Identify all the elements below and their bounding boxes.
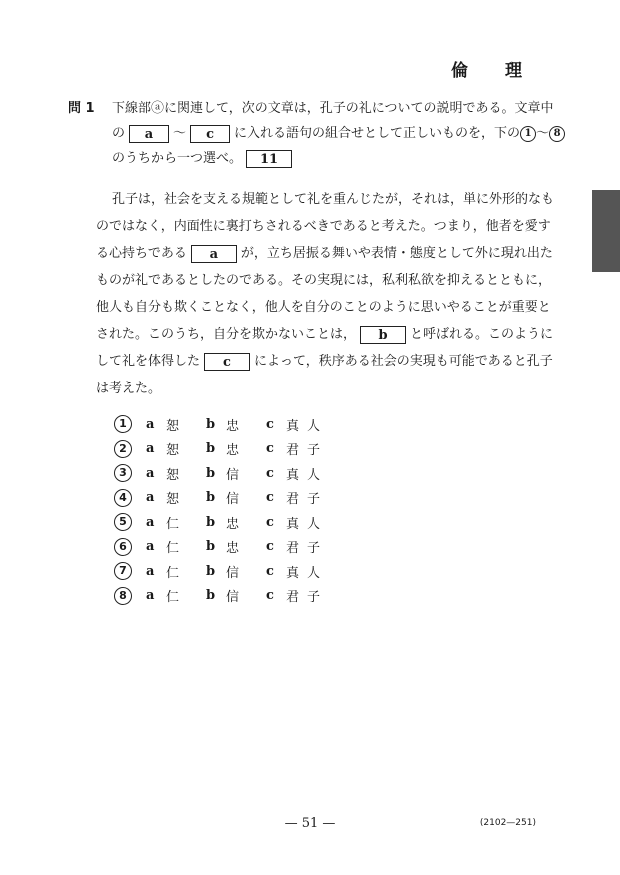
choice-label-a: a	[146, 441, 155, 457]
choice-label-b: b	[206, 416, 216, 432]
choice-value-c: 君子	[286, 443, 329, 459]
choice-value-b: 忠	[226, 541, 240, 557]
choice-value-a: 仁	[166, 590, 180, 606]
passage-blank-c: c	[204, 353, 250, 371]
question-number: 問 1	[68, 101, 95, 116]
question-line-2-post: に入れる語句の組合せとして正しいものを，下の	[234, 126, 521, 141]
choice-label-a: a	[146, 563, 155, 579]
choice-value-b: 信	[226, 565, 240, 581]
passage-line-6-pre: された。このうち，自分を欺かないことは，	[96, 327, 357, 342]
choice-label-c: c	[266, 416, 274, 432]
blank-box-c: c	[190, 125, 230, 143]
choice-number: 6	[114, 538, 132, 556]
choice-label-c: c	[266, 588, 274, 604]
range-start-marker: 1	[520, 126, 536, 142]
choice-label-c: c	[266, 465, 274, 481]
choice-label-b: b	[206, 490, 216, 506]
range-end-marker: 8	[549, 126, 565, 142]
choice-value-c: 真人	[286, 516, 329, 532]
passage-line-3-post: が，立ち居振る舞いや表情・態度として外に現れ出た	[240, 246, 553, 261]
question-text	[112, 96, 561, 171]
choice-option-4[interactable]	[114, 486, 328, 511]
choice-label-c: c	[266, 490, 274, 506]
choice-value-b: 信	[226, 467, 240, 483]
side-index-tab	[592, 190, 620, 272]
choice-option-6[interactable]	[114, 535, 328, 560]
choice-label-b: b	[206, 539, 216, 555]
choice-value-a: 仁	[166, 516, 180, 532]
choice-label-a: a	[146, 588, 155, 604]
answer-number-box: 11	[246, 150, 292, 168]
question-line-2	[68, 121, 561, 146]
choice-value-c: 真人	[286, 467, 329, 483]
passage-line-7-pre: して礼を体得した	[96, 354, 201, 369]
choice-option-1[interactable]	[114, 412, 328, 437]
choice-value-b: 忠	[226, 516, 240, 532]
passage-line	[96, 348, 553, 375]
answer-choices	[114, 412, 328, 608]
passage-line-7-post: によって，秩序ある社会の実現も可能であると孔子	[254, 354, 553, 369]
choice-label-a: a	[146, 465, 155, 481]
choice-value-a: 仁	[166, 565, 180, 581]
choice-option-7[interactable]	[114, 559, 328, 584]
passage-line: 他人も自分も欺くことなく，他人を自分のことのように思いやることが重要と	[96, 300, 551, 315]
choice-number: 1	[114, 415, 132, 433]
choice-label-c: c	[266, 441, 274, 457]
choice-number: 4	[114, 489, 132, 507]
question-line-3	[68, 146, 546, 171]
choice-value-b: 信	[226, 492, 240, 508]
passage	[96, 186, 555, 402]
passage-line: ものが礼であるとしたのである。その実現には，私利私欲を抑えるとともに，	[96, 273, 552, 288]
choice-value-c: 君子	[286, 541, 329, 557]
choice-option-8[interactable]	[114, 584, 328, 609]
choice-value-c: 真人	[286, 565, 329, 581]
choice-label-a: a	[146, 490, 155, 506]
choice-value-a: 恕	[166, 418, 180, 434]
choice-label-c: c	[266, 563, 274, 579]
choice-value-a: 仁	[166, 541, 180, 557]
page-number: — 51 —	[284, 816, 336, 831]
choice-label-a: a	[146, 514, 155, 530]
exam-code: (2102—251)	[479, 818, 536, 828]
choice-number: 5	[114, 513, 132, 531]
choice-label-c: c	[266, 514, 274, 530]
passage-line	[96, 240, 553, 267]
passage-line: のではなく，内面性に裏打ちされるべきであると考えた。つまり，他者を愛す	[96, 219, 551, 234]
choice-number: 8	[114, 587, 132, 605]
passage-line: は考えた。	[96, 381, 162, 396]
question-header	[68, 96, 561, 171]
choice-label-b: b	[206, 563, 216, 579]
question-line-3-pre: のうちから一つ選べ。	[112, 151, 243, 166]
choice-label-b: b	[206, 514, 216, 530]
choice-label-a: a	[146, 416, 155, 432]
passage-blank-b: b	[360, 326, 406, 344]
passage-line	[96, 321, 554, 348]
choice-value-c: 君子	[286, 590, 329, 606]
passage-blank-a: a	[191, 245, 237, 263]
choice-label-b: b	[206, 465, 216, 481]
choice-value-a: 恕	[166, 443, 180, 459]
question-line-1: 下線部ⓐに関連して，次の文章は，孔子の礼についての説明である。文章中	[112, 101, 554, 116]
choice-value-b: 忠	[226, 443, 240, 459]
choice-value-a: 恕	[166, 467, 180, 483]
choice-number: 7	[114, 562, 132, 580]
choice-option-3[interactable]	[114, 461, 328, 486]
passage-line-6-post: と呼ばれる。このように	[410, 327, 554, 342]
choice-value-b: 信	[226, 590, 240, 606]
choice-number: 3	[114, 464, 132, 482]
choice-number: 2	[114, 440, 132, 458]
choice-value-c: 君子	[286, 492, 329, 508]
choice-option-5[interactable]	[114, 510, 328, 535]
choice-label-c: c	[266, 539, 274, 555]
choice-value-b: 忠	[226, 418, 240, 434]
choice-label-b: b	[206, 588, 216, 604]
passage-line-3-pre: る心持ちである	[96, 246, 187, 261]
choice-option-2[interactable]	[114, 437, 328, 462]
choice-label-a: a	[146, 539, 155, 555]
tilde: ～	[173, 126, 187, 141]
choice-value-a: 恕	[166, 492, 180, 508]
blank-box-a: a	[129, 125, 169, 143]
choice-value-c: 真人	[286, 418, 329, 434]
subject-title: 倫 理	[451, 61, 532, 81]
range-separator: ～	[536, 126, 550, 141]
passage-line: 孔子は，社会を支える規範として礼を重んじたが，それは，単に外形的なも	[112, 192, 555, 207]
choice-label-b: b	[206, 441, 216, 457]
question-line-2-pre: の	[112, 126, 126, 141]
